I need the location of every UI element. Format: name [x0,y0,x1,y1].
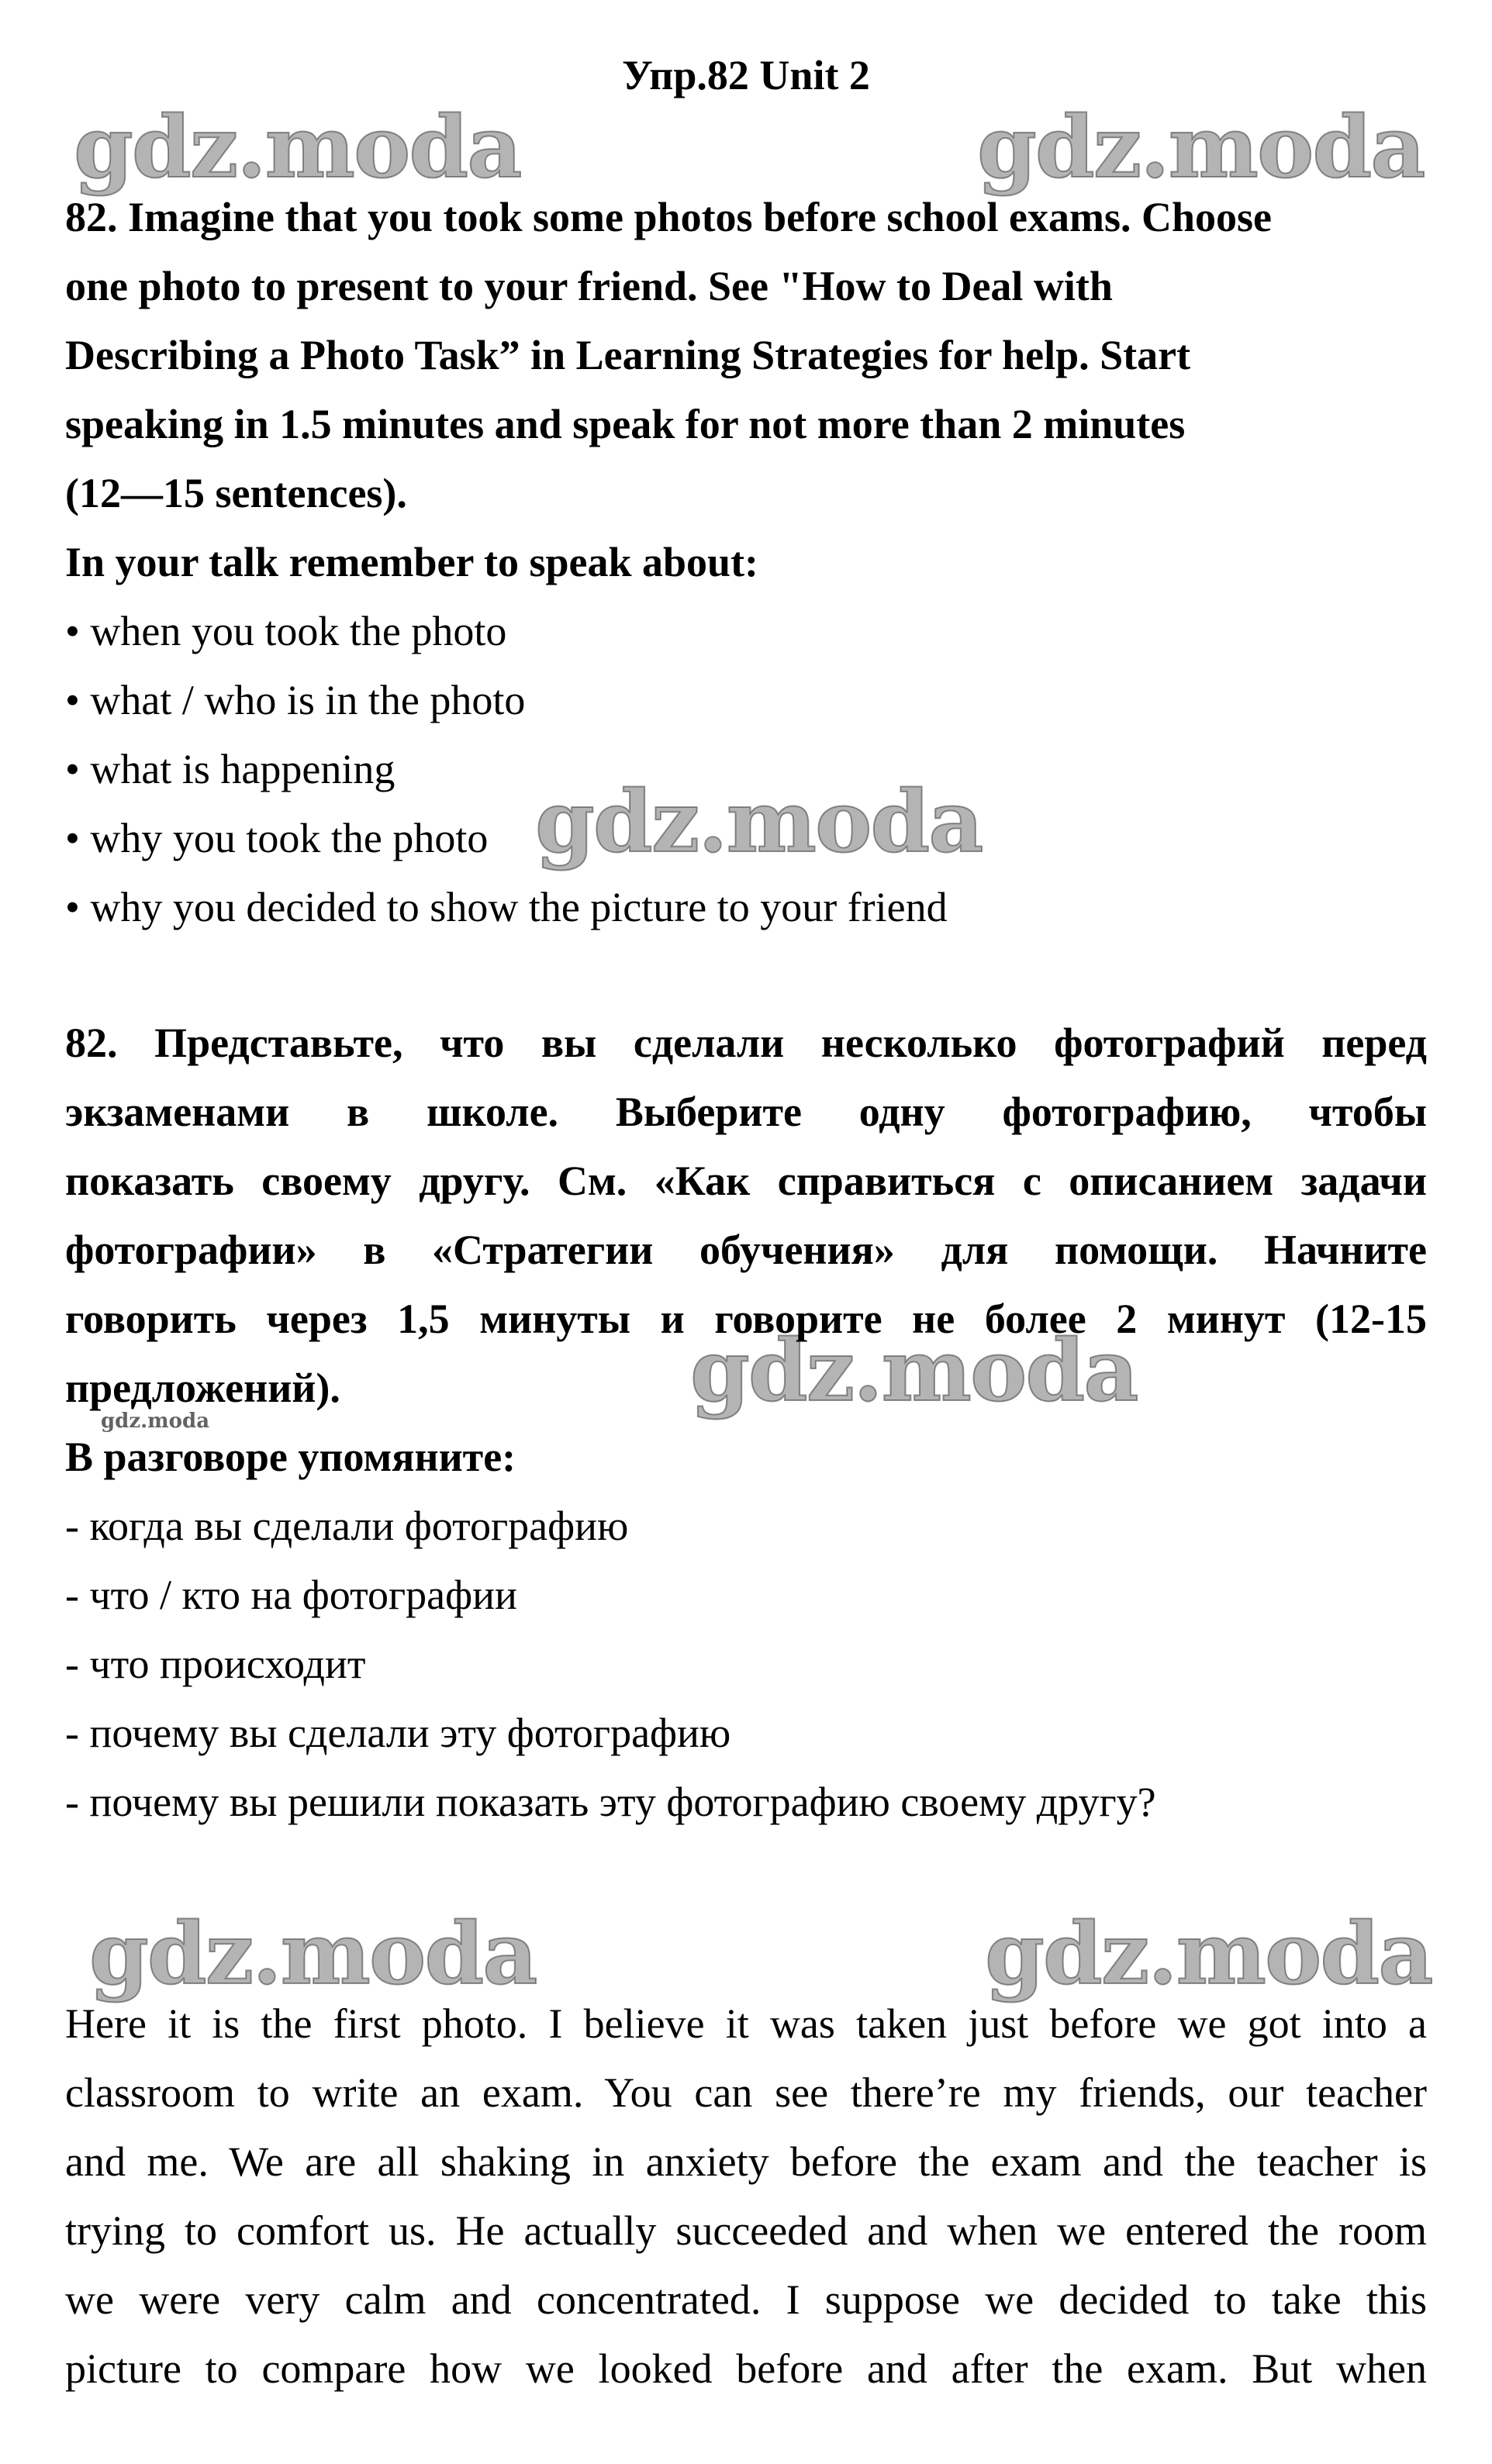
list-item: • why you took the photo [65,815,489,861]
page-title: Упр.82 Unit 2 [622,52,870,98]
task-russian [65,1009,1427,1837]
watermark: gdz.moda [690,1320,1138,1420]
answer-text [65,1989,1427,2404]
task-line: Describing a Photo Task” in Learning Strategies for help. Start [65,332,1191,378]
list-item: - когда вы сделали фотографию [65,1503,629,1549]
answer-line: Here it is the first photo. I believe it was taken just before we got into a [65,2000,1427,2047]
task-line: 82. Imagine that you took some photos before school exams. Choose [65,194,1273,240]
answer-line: picture to compare how we looked before and after the exam. But when [65,2345,1427,2392]
list-item: - почему вы решили показать эту фотографию своему другу? [65,1779,1156,1825]
answer-line: trying to comfort us. He actually succeeded and when we entered the room [65,2207,1427,2254]
watermark: gdz.moda [977,97,1425,197]
watermark: gdz.moda [89,1903,537,2003]
task-line: предложений). [65,1365,340,1411]
task-english [65,183,1427,942]
watermark: gdz.moda [74,97,521,197]
task-line: экзаменами в школе. Выберите одну фотографию, чтобы [65,1089,1427,1135]
task-line: показать своему другу. См. «Как справиться с описанием задачи [65,1158,1427,1204]
points-heading: В разговоре упомяните: [65,1434,516,1480]
task-line: (12—15 sentences). [65,470,407,516]
list-item: • what is happening [65,746,395,792]
answer-line: and me. We are all shaking in anxiety before the exam and the teacher is [65,2138,1427,2185]
list-item: • when you took the photo [65,608,507,654]
list-item: • what / who is in the photo [65,677,526,723]
task-line: говорить через 1,5 минуты и говорите не более 2 минут (12-15 [65,1296,1427,1342]
watermark: gdz.moda [985,1903,1432,2003]
task-line: фотографии» в «Стратегии обучения» для помощи. Начните [65,1227,1427,1273]
task-line: one photo to present to your friend. See "How to Deal with [65,263,1113,309]
task-line: 82. Представьте, что вы сделали несколько фотографий перед [65,1020,1427,1066]
watermark: gdz.moda [535,771,983,871]
list-item: - что / кто на фотографии [65,1572,517,1618]
answer-line: we were very calm and concentrated. I suppose we decided to take this [65,2276,1427,2323]
list-item: • why you decided to show the picture to your friend [65,884,948,930]
watermark-small: gdz.moda [101,1410,210,1433]
list-item: - почему вы сделали эту фотографию [65,1710,731,1756]
list-item: - что происходит [65,1641,366,1687]
answer-line: classroom to write an exam. You can see there’re my friends, our teacher [65,2069,1427,2116]
points-heading: In your talk remember to speak about: [65,539,759,585]
task-line: speaking in 1.5 minutes and speak for not more than 2 minutes [65,401,1186,447]
